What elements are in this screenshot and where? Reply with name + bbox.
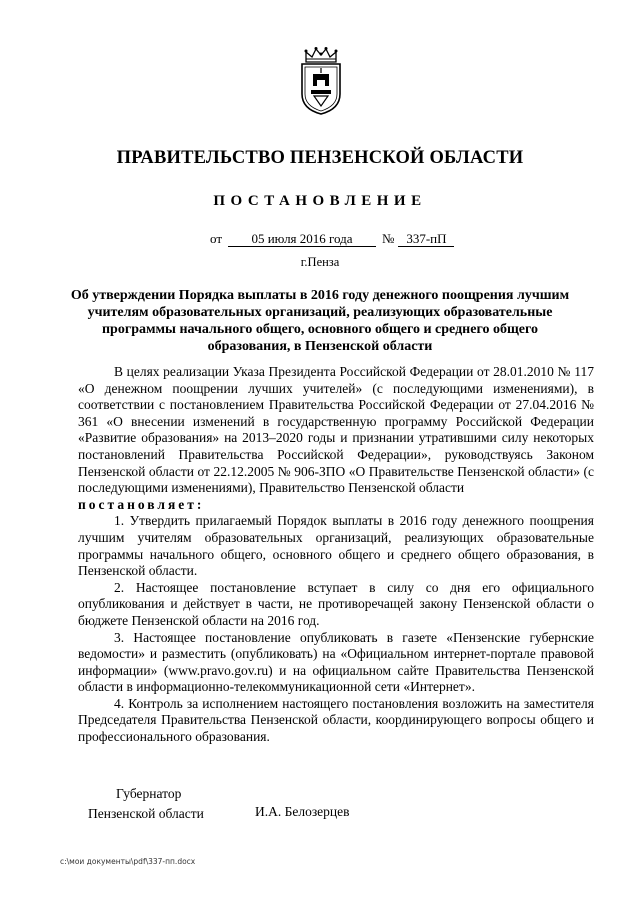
from-label: от bbox=[210, 231, 223, 246]
item-paragraph-4: 4. Контроль за исполнением настоящего постановления возложить на заместителя Председателя Правительства Пензенской области, координирующего вопросы общего и профессионального образования. bbox=[78, 695, 594, 745]
number-label: № bbox=[382, 231, 395, 246]
preamble-paragraph: В целях реализации Указа Президента Российской Федерации от 28.01.2010 № 117 «О денежном поощрении лучших учителей» (с последующими изменениями), в соответствии с постановлением Правительства Российской Федерации от 27.04.2016 № 361 «О внесении изменений в государственную программу Российской Федерации «Развитие образования» на 2013–2020 годы и признании утратившими силу некоторых постановлений Правительства Российской Федерации», руководствуясь Законом Пензенской области от 22.12.2005 № 906-ЗПО «О Правительстве Пензенской области» (с последующими изменениями), Правительство Пензенской области bbox=[78, 364, 594, 496]
government-name-heading: ПРАВИТЕЛЬСТВО ПЕНЗЕНСКОЙ ОБЛАСТИ bbox=[116, 148, 524, 168]
item-paragraph-3: 3. Настоящее постановление опубликовать в газете «Пензенские губернские ведомости» и разместить (опубликовать) на «Официальном интернет-портале правовой информации» (www.pravo.gov.ru) и на официальном сайте Правительства Пензенской области в информационно-телекоммуникационной сети «Интернет». bbox=[78, 629, 594, 695]
item-paragraph-2: 2. Настоящее постановление вступает в силу со дня его официального опубликования и действует в части, не противоречащей закону Пензенской области о бюджете Пензенской области на 2016 год. bbox=[78, 579, 594, 628]
document-subject: Об утверждении Порядка выплаты в 2016 году денежного поощрения лучшим учителям образовательных организаций, реализующих образовательные программы начального общего, основного общего и среднего общего образования, в Пензенской области bbox=[70, 288, 570, 354]
document-number: 337-пП bbox=[398, 232, 454, 247]
date-number-line bbox=[210, 231, 454, 247]
city-name: г.Пенза bbox=[300, 255, 340, 269]
item-paragraph-1: 1. Утвердить прилагаемый Порядок выплаты в 2016 году денежного поощрения лучшим учителям образовательных организаций, реализующих образовательные программы начального общего, основного общего и среднего общего образования, в Пензенской области. bbox=[78, 513, 594, 579]
document-date: 05 июля 2016 года bbox=[228, 232, 376, 247]
signatory-name: И.А. Белозерцев bbox=[255, 804, 350, 819]
document-type-heading: ПОСТАНОВЛЕНИЕ bbox=[213, 193, 427, 209]
document-body bbox=[78, 364, 594, 746]
coat-of-arms-emblem-icon bbox=[298, 46, 344, 116]
signatory-position bbox=[88, 784, 204, 824]
footer-file-path: c:\мои документы\pdf\337-пп.docx bbox=[60, 857, 196, 866]
resolves-word: постановляет: bbox=[78, 496, 205, 512]
position-line-1: Губернатор bbox=[116, 786, 182, 801]
position-line-2: Пензенской области bbox=[88, 806, 204, 821]
